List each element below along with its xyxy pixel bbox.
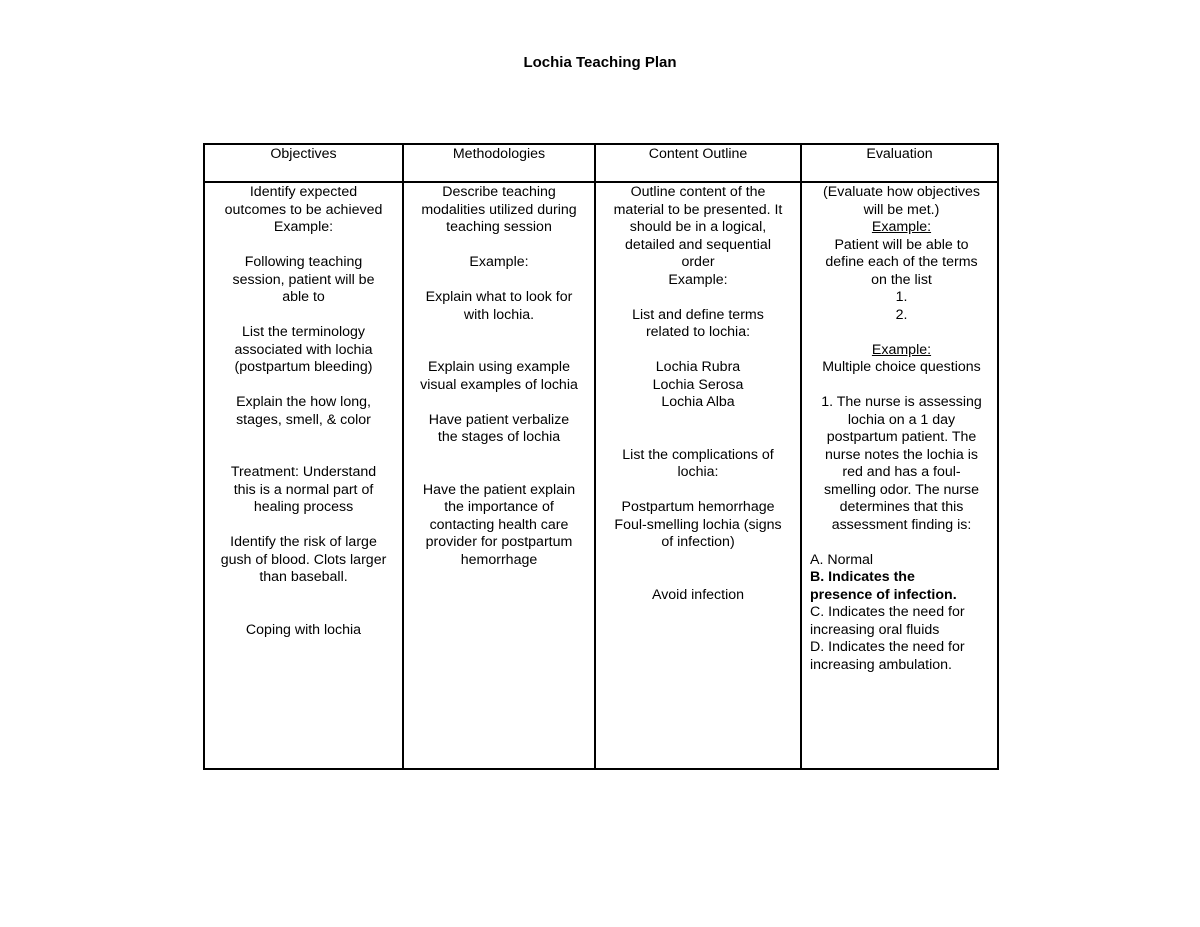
content-outline-cell: [595, 182, 801, 769]
evaluation-example-label-2: Example:: [871, 341, 932, 358]
evaluation-define-text: Patient will be able to define each of the terms on the list 1. 2.: [825, 236, 978, 323]
header-content-outline: Content Outline: [595, 144, 801, 182]
header-evaluation: Evaluation: [801, 144, 998, 182]
evaluation-question: 1. The nurse is assessing lochia on a 1 day postpartum patient. The nurse notes the lochia is red and has a foul- smelling odor. The nurse determines that this assessment finding is:: [821, 394, 982, 533]
evaluation-option-a: A. Normal: [810, 551, 874, 568]
teaching-plan-table: [203, 143, 999, 770]
methodologies-text: Describe teaching modalities utilized during teaching session Example: Explain what to look for with lochia. Explain using example visual examples of lochia Have patient verbalize the stages of lochia Have the patient explain the importance of contacting health care provider for postpartum hemorrhage: [420, 184, 578, 568]
table-row: [204, 182, 998, 769]
evaluation-intro: (Evaluate how objectives will be met.): [823, 184, 980, 218]
evaluation-mcq-label: Multiple choice questions: [822, 359, 981, 375]
objectives-text: Identify expected outcomes to be achieved Example: Following teaching session, patient will be able to List the terminology associated with lochia (postpartum bleeding) Explain the how long, stages, smell, & color Treatment: Understand this is a normal part of healing process Identify the risk of large gush of blood. Clots larger than baseball. Coping with lochia: [220, 184, 387, 638]
objectives-cell: [204, 182, 403, 769]
evaluation-option-b: B. Indicates the presence of infection.: [810, 569, 957, 603]
page-title: Lochia Teaching Plan: [523, 54, 677, 71]
header-objectives: Objectives: [204, 144, 403, 182]
evaluation-option-d: D. Indicates the need for increasing ambulation.: [810, 639, 965, 673]
table-header-row: [204, 144, 998, 182]
content-outline-text: Outline content of the material to be presented. It should be in a logical, detailed and sequential order Example: List and define terms related to lochia: Lochia Rubra Lochia Serosa Lochia Alba List the complications of lochia: Postpartum hemorrhage Foul-smelling lochia (signs of infection) Avoid infection: [613, 184, 783, 603]
evaluation-cell: [801, 182, 998, 769]
methodologies-cell: [403, 182, 595, 769]
header-methodologies: Methodologies: [403, 144, 595, 182]
evaluation-option-c: C. Indicates the need for increasing oral fluids: [810, 604, 965, 638]
evaluation-example-label: Example:: [871, 219, 932, 235]
